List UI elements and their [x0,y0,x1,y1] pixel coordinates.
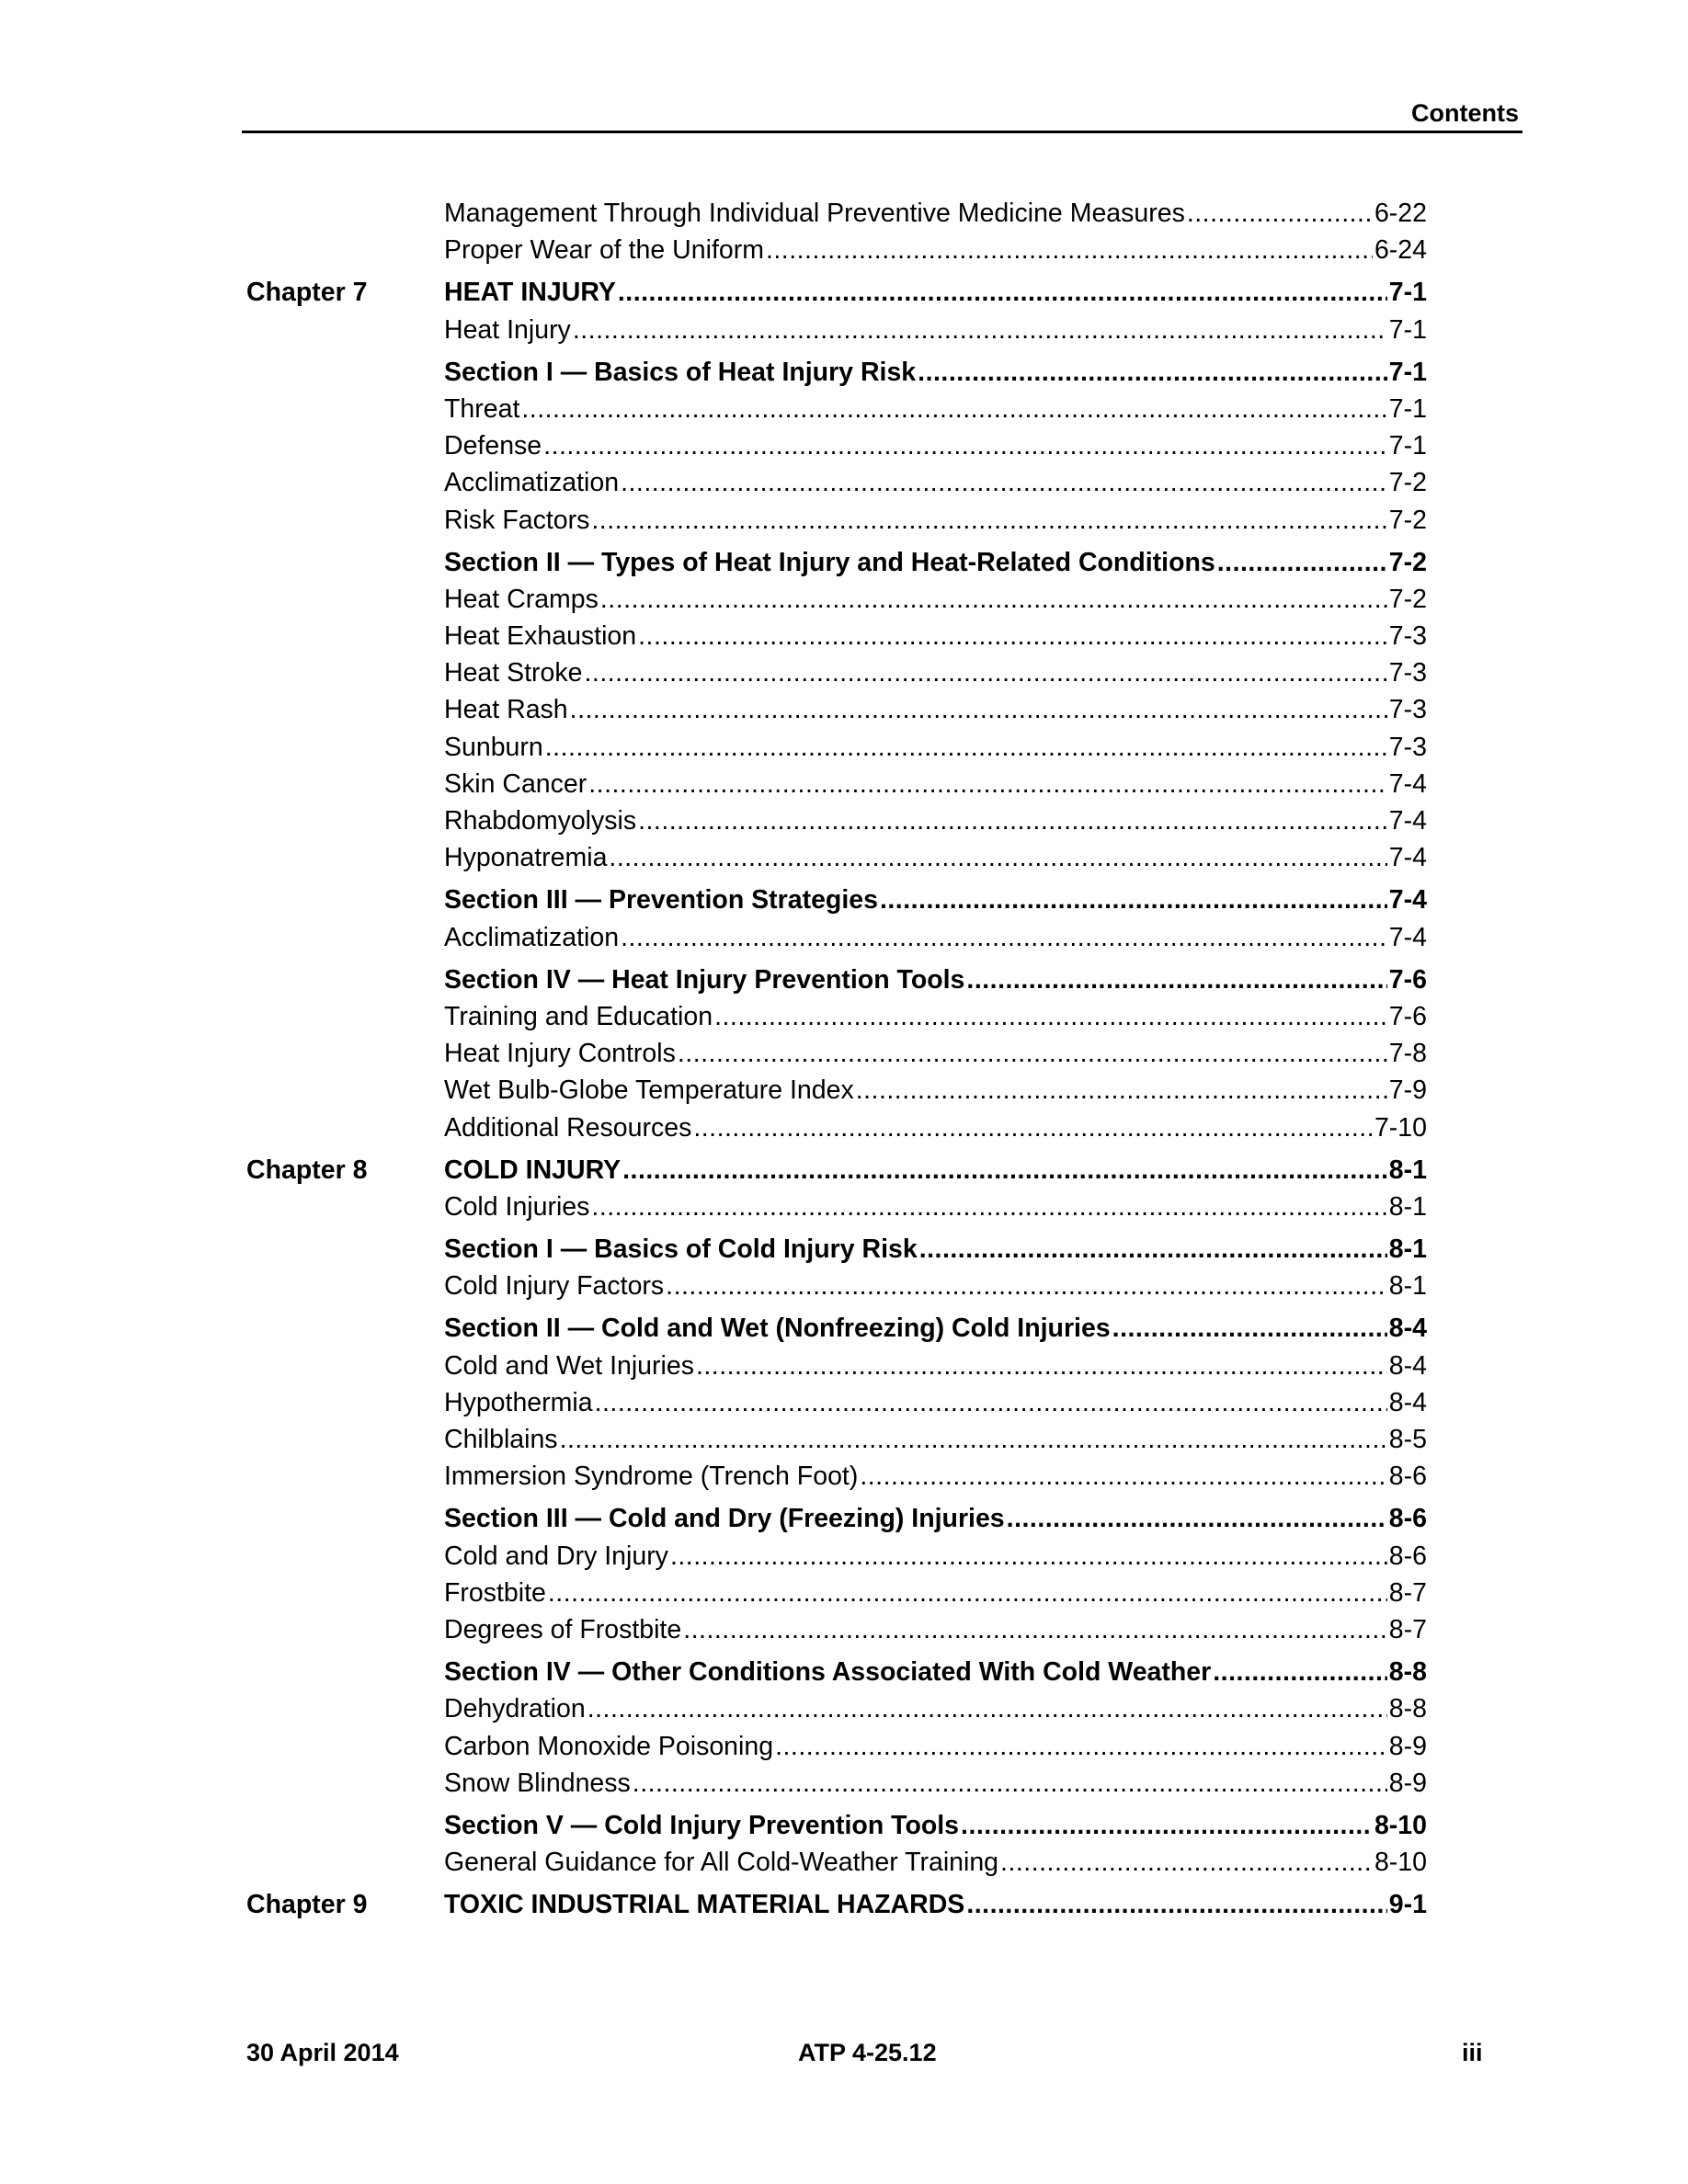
toc-page-number: 8-4 [1388,1387,1427,1417]
dot-leader [633,1765,1387,1802]
toc-entry[interactable] [444,1384,1427,1421]
toc-entry[interactable] [444,1611,1427,1648]
toc-entry-row[interactable] [246,766,1442,802]
toc-entry-row[interactable] [246,654,1442,691]
toc-entry[interactable] [444,961,1427,998]
toc-page-number: 7-4 [1388,806,1427,836]
toc-entry[interactable] [444,581,1427,618]
dot-leader [961,1807,1373,1844]
toc-page-number: 7-4 [1388,922,1427,952]
toc-page-number: 7-1 [1388,278,1427,308]
toc-entry-title: Heat Exhaustion [444,621,637,652]
toc-entry[interactable] [444,354,1427,391]
toc-entry[interactable] [444,312,1427,348]
toc-entry[interactable] [444,232,1427,268]
toc-entry-row[interactable] [246,618,1442,654]
toc-page-number: 8-4 [1388,1314,1427,1344]
toc-entry[interactable] [444,691,1427,728]
toc-page-number: 7-8 [1388,1039,1427,1069]
dot-leader [545,729,1387,766]
toc-entry-title: Section III — Prevention Strategies [444,885,878,916]
toc-entry[interactable] [444,1348,1427,1384]
toc-entry[interactable] [444,1189,1427,1225]
toc-page-number: 9-1 [1388,1890,1427,1920]
dot-leader [880,882,1387,918]
toc-page-number: 7-3 [1388,621,1427,652]
toc-page-number: 8-10 [1374,1810,1427,1840]
toc-entry[interactable] [444,654,1427,691]
toc-entry-row[interactable] [246,1765,1442,1802]
toc-page-number: 8-6 [1388,1504,1427,1534]
toc-section-row[interactable] [246,1807,1442,1844]
footer-publication-number: ATP 4-25.12 [798,2039,937,2066]
toc-page-number: 8-8 [1388,1657,1427,1688]
toc-entry-row[interactable] [246,232,1442,268]
toc-page-number: 7-4 [1388,768,1427,799]
toc-entry-title: Risk Factors [444,505,590,535]
toc-entry[interactable] [444,391,1427,427]
toc-entry[interactable] [444,998,1427,1035]
toc-entry[interactable] [444,1421,1427,1458]
toc-entry-row[interactable] [246,1384,1442,1421]
toc-entry[interactable] [444,729,1427,766]
dot-leader [638,618,1387,654]
footer-page-number: iii [1462,2039,1483,2066]
toc-entry-title: Heat Injury Controls [444,1039,676,1069]
toc-page-number: 8-9 [1388,1768,1427,1798]
dot-leader [683,1611,1387,1648]
toc-page-number: 8-7 [1388,1577,1427,1608]
toc-entry[interactable] [444,1109,1427,1146]
toc-entry[interactable] [444,1690,1427,1727]
toc-entry-row[interactable] [246,729,1442,766]
toc-page-number: 7-1 [1388,431,1427,461]
toc-page-number: 7-2 [1388,547,1427,577]
toc-entry-row[interactable] [246,691,1442,728]
toc-entry[interactable] [444,1310,1427,1347]
toc-page-number: 7-10 [1374,1112,1427,1143]
toc-entry-title: Snow Blindness [444,1768,631,1798]
dot-leader [621,919,1387,956]
dot-leader [573,312,1387,348]
toc-entry-row[interactable] [246,1189,1442,1225]
toc-entry-row[interactable] [246,502,1442,539]
toc-entry-title: Immersion Syndrome (Trench Foot) [444,1462,859,1492]
dot-leader [1000,1844,1373,1881]
toc-section-row[interactable] [246,961,1442,998]
toc-entry-title: Degrees of Frostbite [444,1614,682,1644]
toc-page-number: 8-1 [1388,1271,1427,1302]
toc-page-number: 7-1 [1388,357,1427,387]
toc-entry-row[interactable] [246,464,1442,501]
toc-entry[interactable] [444,1500,1427,1537]
dot-leader [587,1690,1387,1727]
toc-entry-row[interactable] [246,1268,1442,1304]
toc-entry-title: Heat Rash [444,695,568,725]
page-footer [0,2039,1688,2076]
toc-entry-title: Hypothermia [444,1387,593,1417]
toc-chapter-label: Chapter 9 [246,1890,368,1920]
toc-entry-title: Section III — Cold and Dry (Freezing) Injuries [444,1504,1005,1534]
toc-entry[interactable] [444,1072,1427,1109]
toc-page-number: 8-8 [1388,1694,1427,1724]
toc-page-number: 7-3 [1388,732,1427,762]
toc-entry[interactable] [444,1268,1427,1304]
dot-leader [591,1189,1386,1225]
toc-entry-row[interactable] [246,1109,1442,1146]
toc-entry-title: Frostbite [444,1577,546,1608]
footer-date: 30 April 2014 [246,2039,399,2066]
dot-leader [918,354,1387,391]
dot-leader [618,274,1387,311]
toc-entry[interactable] [444,1844,1427,1881]
toc-entry-title: Proper Wear of the Uniform [444,235,764,266]
toc-chapter-label: Chapter 7 [246,278,368,308]
dot-leader [595,1384,1387,1421]
toc-entry-row[interactable] [246,998,1442,1035]
dot-leader [1112,1310,1387,1347]
running-head [242,97,1523,133]
toc-entry[interactable] [444,1886,1427,1923]
toc-page-number: 8-4 [1388,1350,1427,1381]
toc-entry-title: Sunburn [444,732,543,762]
toc-entry[interactable] [444,1654,1427,1690]
toc-page-number: 8-10 [1374,1848,1427,1878]
toc-entry-title: Heat Injury [444,314,571,345]
toc-entry[interactable] [444,1035,1427,1072]
dot-leader [670,1538,1387,1575]
toc-entry-title: Heat Stroke [444,658,583,688]
dot-leader [638,802,1387,839]
dot-leader [714,998,1387,1035]
toc-section-row[interactable] [246,1654,1442,1690]
toc-entry-row[interactable] [246,1611,1442,1648]
toc-chapter-label: Chapter 8 [246,1155,368,1185]
toc-entry-title: Rhabdomyolysis [444,806,637,836]
toc-entry-row[interactable] [246,1421,1442,1458]
dot-leader [678,1035,1387,1072]
toc-entry[interactable] [444,618,1427,654]
toc-entry[interactable] [444,544,1427,581]
toc-entry-title: Hyponatremia [444,843,608,873]
toc-chapter-row[interactable] [246,1886,1442,1923]
toc-entry-title: Section II — Types of Heat Injury and Heat-Related Conditions [444,547,1215,577]
table-of-contents [246,195,1442,1923]
toc-entry-title: Heat Cramps [444,584,599,614]
toc-section-row[interactable] [246,544,1442,581]
toc-entry[interactable] [444,502,1427,539]
toc-page-number: 7-1 [1388,393,1427,424]
toc-entry[interactable] [444,919,1427,956]
toc-entry-row[interactable] [246,1728,1442,1765]
dot-leader [543,427,1387,464]
toc-entry-title: Skin Cancer [444,768,587,799]
dot-leader [585,654,1387,691]
toc-page-number: 7-6 [1388,964,1427,995]
toc-entry-row[interactable] [246,1348,1442,1384]
toc-entry-title: General Guidance for All Cold-Weather Training [444,1848,999,1878]
dot-leader [1217,544,1387,581]
toc-entry[interactable] [444,882,1427,918]
dot-leader [600,581,1387,618]
toc-entry[interactable] [444,464,1427,501]
toc-section-row[interactable] [246,882,1442,918]
toc-page-number: 6-22 [1374,199,1427,228]
toc-page-number: 8-5 [1388,1425,1427,1454]
dot-leader [696,1348,1387,1384]
toc-entry[interactable] [444,1458,1427,1495]
toc-page-number: 8-7 [1388,1614,1427,1644]
toc-entry-row[interactable] [246,195,1442,232]
toc-entry-title: Additional Resources [444,1112,692,1143]
toc-page-number: 7-3 [1388,695,1427,725]
toc-entry-title: Wet Bulb-Globe Temperature Index [444,1075,854,1106]
dot-leader [966,1886,1386,1923]
dot-leader [521,391,1386,427]
toc-section-row[interactable] [246,1500,1442,1537]
toc-entry-title: Dehydration [444,1694,586,1724]
toc-entry-title: Section I — Basics of Heat Injury Risk [444,357,917,387]
toc-chapter-row[interactable] [246,1152,1442,1189]
toc-entry-title: Acclimatization [444,922,620,952]
toc-page-number: 8-6 [1388,1541,1427,1571]
toc-page-number: 7-4 [1388,843,1427,873]
toc-page-number: 8-9 [1388,1731,1427,1761]
toc-page-number: 8-1 [1388,1155,1427,1185]
toc-entry[interactable] [444,839,1427,876]
toc-entry-row[interactable] [246,581,1442,618]
dot-leader [570,691,1387,728]
toc-entry-title: Chilblains [444,1425,558,1454]
toc-page-number: 8-1 [1388,1234,1427,1265]
toc-entry-title: Defense [444,431,542,461]
toc-entry[interactable] [444,195,1427,232]
dot-leader [1007,1500,1387,1537]
toc-entry-row[interactable] [246,427,1442,464]
toc-entry-row[interactable] [246,1575,1442,1611]
toc-entry-row[interactable] [246,802,1442,839]
toc-entry-title: HEAT INJURY [444,278,616,308]
toc-page-number: 7-1 [1388,314,1427,345]
toc-entry[interactable] [444,1575,1427,1611]
toc-entry-row[interactable] [246,1538,1442,1575]
toc-entry-row[interactable] [246,391,1442,427]
toc-entry[interactable] [444,427,1427,464]
toc-entry-title: Cold and Wet Injuries [444,1350,694,1381]
toc-entry-title: Carbon Monoxide Poisoning [444,1731,774,1761]
dot-leader [919,1231,1387,1268]
toc-entry[interactable] [444,802,1427,839]
toc-entry[interactable] [444,274,1427,311]
dot-leader [591,502,1386,539]
toc-entry-title: Section IV — Heat Injury Prevention Tools [444,964,965,995]
toc-entry-title: Training and Education [444,1001,713,1031]
dot-leader [666,1268,1387,1304]
dot-leader [548,1575,1387,1611]
dot-leader [1187,195,1373,232]
toc-page-number: 7-9 [1388,1075,1427,1106]
toc-entry-title: Acclimatization [444,468,620,498]
toc-page-number: 7-2 [1388,468,1427,498]
dot-leader [621,464,1387,501]
toc-entry-row[interactable] [246,1844,1442,1881]
toc-entry[interactable] [444,1538,1427,1575]
toc-entry-row[interactable] [246,839,1442,876]
dot-leader [588,766,1387,802]
toc-entry-title: Cold Injury Factors [444,1271,665,1302]
toc-section-row[interactable] [246,1231,1442,1268]
toc-entry-row[interactable] [246,1690,1442,1727]
dot-leader [560,1421,1387,1458]
toc-entry-title: TOXIC INDUSTRIAL MATERIAL HAZARDS [444,1890,965,1920]
toc-entry-title: Section IV — Other Conditions Associated With Cold Weather [444,1657,1212,1688]
toc-entry[interactable] [444,1765,1427,1802]
toc-page-number: 7-4 [1388,885,1427,916]
dot-leader [609,839,1386,876]
toc-entry-row[interactable] [246,1458,1442,1495]
toc-section-row[interactable] [246,354,1442,391]
toc-entry-title: Section II — Cold and Wet (Nonfreezing) Cold Injuries [444,1314,1111,1344]
toc-entry-title: Section V — Cold Injury Prevention Tools [444,1810,960,1840]
toc-entry-row[interactable] [246,919,1442,956]
toc-page-number: 7-2 [1388,505,1427,535]
dot-leader [1213,1654,1387,1690]
toc-entry-row[interactable] [246,1072,1442,1109]
dot-leader [966,961,1386,998]
toc-section-row[interactable] [246,1310,1442,1347]
toc-page-number: 8-6 [1388,1462,1427,1492]
toc-entry[interactable] [444,1231,1427,1268]
dot-leader [693,1109,1373,1146]
toc-entry-row[interactable] [246,1035,1442,1072]
dot-leader [622,1152,1387,1189]
toc-entry[interactable] [444,766,1427,802]
toc-entry-title: Cold and Dry Injury [444,1541,668,1571]
toc-page-number: 8-1 [1388,1191,1427,1222]
toc-entry[interactable] [444,1728,1427,1765]
toc-entry-title: Section I — Basics of Cold Injury Risk [444,1234,918,1265]
toc-entry-title: Management Through Individual Preventive Medicine Measures [444,199,1185,228]
toc-page-number: 6-24 [1374,235,1427,266]
dot-leader [860,1458,1386,1495]
dot-leader [856,1072,1387,1109]
toc-entry[interactable] [444,1807,1427,1844]
toc-entry-title: Cold Injuries [444,1191,590,1222]
dot-leader [775,1728,1387,1765]
toc-page-number: 7-6 [1388,1001,1427,1031]
toc-page-number: 7-3 [1388,658,1427,688]
toc-chapter-row[interactable] [246,274,1442,311]
toc-entry-title: COLD INJURY [444,1155,622,1185]
running-head-title: Contents [1411,99,1519,127]
toc-page-number: 7-2 [1388,584,1427,614]
toc-entry-title: Threat [444,393,520,424]
dot-leader [766,232,1373,268]
toc-entry[interactable] [444,1152,1427,1189]
toc-entry-row[interactable] [246,312,1442,348]
